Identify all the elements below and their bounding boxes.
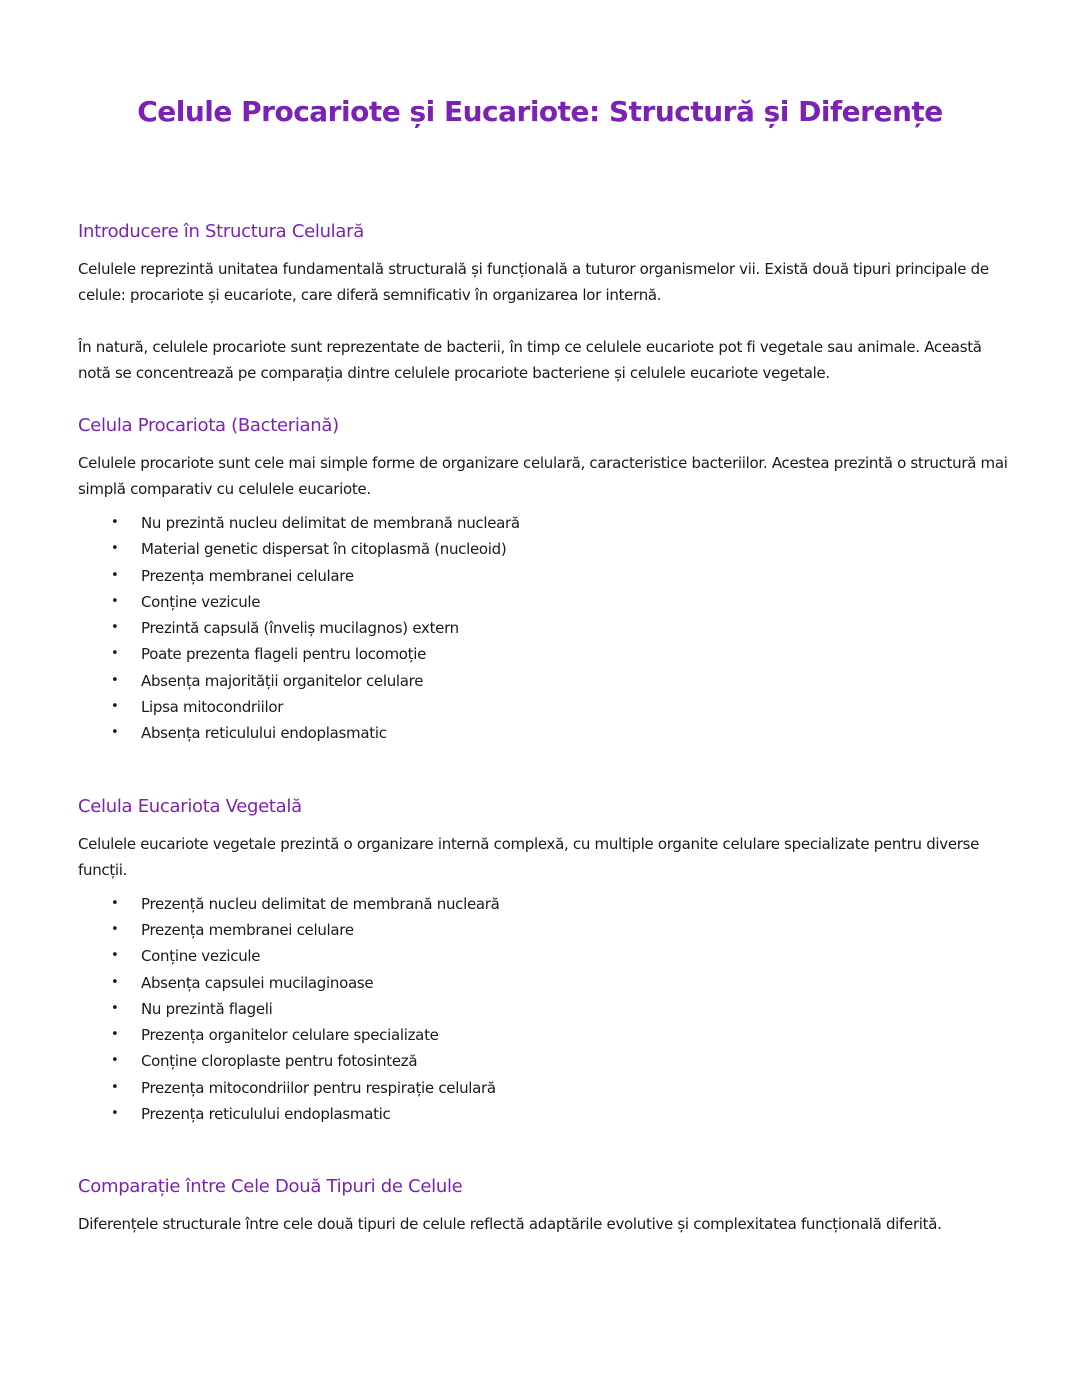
bullet-icon: • (111, 1079, 119, 1095)
bullet-icon: • (111, 515, 119, 530)
section-heading-eukaryote: Celula Eucariota Vegetală (78, 795, 302, 817)
list-item (111, 615, 1008, 641)
bullet-icon: • (111, 541, 119, 557)
list-item-text: Prezența reticulului endoplasmatic (141, 1105, 391, 1124)
list-item-text: Absența majorității organitelor celulare (141, 671, 424, 690)
section-intro (78, 218, 1008, 386)
intro-paragraph-2: În natură, celulele procariote sunt reprezentate de bacterii, în timp ce celulele eucariote pot fi vegetale sau animale. Această notă se concentrează pe comparația dintre celulele procariote bacteriene și celulele eucariote vegetale. (78, 338, 982, 382)
list-item-text: Material genetic dispersat în citoplasmă (nucleoid) (141, 540, 507, 559)
list-item (111, 1022, 1008, 1048)
list-item-text: Poate prezenta flageli pentru locomoție (141, 645, 427, 664)
section-eukaryote (78, 793, 1008, 1128)
section-heading-intro: Introducere în Structura Celulară (78, 221, 364, 242)
prokaryote-list (78, 510, 1008, 747)
list-item (111, 943, 1008, 969)
bullet-icon: • (111, 1106, 119, 1122)
bullet-icon: • (111, 672, 119, 688)
bullet-icon: • (111, 593, 119, 609)
bullet-icon: • (111, 1000, 119, 1016)
list-item (111, 917, 1008, 943)
section-prokaryote (78, 412, 1008, 747)
list-item-text: Prezența organitelor celulare specializate (141, 1026, 439, 1045)
bullet-icon: • (111, 974, 119, 990)
section-heading-prokaryote: Celula Procariota (Bacteriană) (78, 415, 339, 436)
bullet-icon: • (111, 725, 119, 741)
list-item-text: Conține cloroplaste pentru fotosinteză (141, 1052, 418, 1071)
intro-paragraph-1: Celulele reprezintă unitatea fundamentală structurală și funcțională a tuturor organismelor vii. Există două tipuri principale de celule: procariote și eucariote, care diferă semnificativ în organizarea lor internă. (78, 260, 989, 304)
list-item (111, 996, 1008, 1022)
list-item (111, 668, 1008, 694)
list-item (111, 589, 1008, 615)
document-body (78, 218, 1008, 1263)
eukaryote-paragraph: Celulele eucariote vegetale prezintă o organizare internă complexă, cu multiple organite celulare specializate pentru diverse funcții. (78, 834, 980, 879)
list-item (111, 536, 1008, 562)
list-item-text: Prezintă capsulă (înveliș mucilagnos) extern (141, 619, 459, 638)
list-item-text: Absența capsulei mucilaginoase (141, 973, 374, 992)
section-comparison (78, 1173, 1008, 1237)
list-item-text: Nu prezintă nucleu delimitat de membrană nucleară (141, 514, 520, 532)
bullet-icon: • (111, 895, 119, 911)
section-heading-comparison: Comparație între Cele Două Tipuri de Celule (78, 1176, 463, 1198)
bullet-icon: • (111, 1027, 119, 1043)
list-item-text: Prezența membranei celulare (141, 566, 354, 585)
list-item (111, 563, 1008, 589)
list-item-text: Prezența membranei celulare (141, 920, 354, 939)
list-item-text: Absența reticulului endoplasmatic (141, 724, 387, 743)
list-item (111, 1101, 1008, 1127)
list-item (111, 641, 1008, 667)
bullet-icon: • (111, 1053, 119, 1069)
bullet-icon: • (111, 699, 119, 715)
bullet-icon: • (111, 948, 119, 964)
list-item-text: Nu prezintă flageli (141, 999, 273, 1018)
list-item (111, 970, 1008, 996)
list-item-text: Lipsa mitocondriilor (141, 698, 284, 717)
list-item (111, 891, 1008, 917)
list-item-text: Prezență nucleu delimitat de membrană nucleară (141, 894, 500, 913)
bullet-icon: • (111, 620, 119, 636)
bullet-icon: • (111, 646, 119, 662)
bullet-icon: • (111, 921, 119, 937)
list-item-text: Conține vezicule (141, 592, 261, 611)
list-item (111, 1075, 1008, 1101)
list-item (111, 720, 1008, 746)
page-title: Celule Procariote și Eucariote: Structură și Diferențe (137, 95, 943, 128)
list-item-text: Prezența mitocondriilor pentru respirație celulară (141, 1078, 496, 1097)
bullet-icon: • (111, 567, 119, 583)
list-item-text: Conține vezicule (141, 947, 261, 966)
list-item (111, 1048, 1008, 1074)
comparison-paragraph: Diferențele structurale între cele două tipuri de celule reflectă adaptările evolutive și complexitatea funcțională diferită. (78, 1215, 942, 1234)
list-item (111, 694, 1008, 720)
prokaryote-paragraph: Celulele procariote sunt cele mai simple forme de organizare celulară, caracteristice bacteriilor. Acestea prezintă o structură mai simplă comparativ cu celulele eucariote. (78, 454, 1008, 498)
eukaryote-list (78, 891, 1008, 1128)
list-item (111, 510, 1008, 536)
